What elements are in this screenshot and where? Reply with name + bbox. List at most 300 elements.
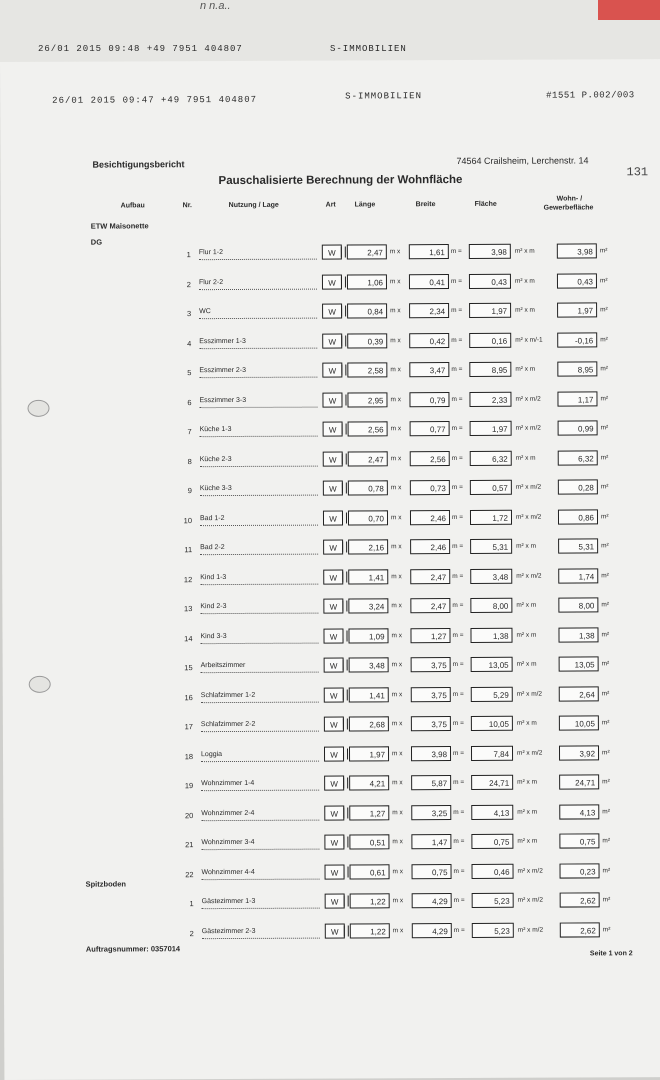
col-header-breite: Breite xyxy=(415,201,436,209)
col-header-wohn-line2: Gewerbefläche xyxy=(543,204,594,212)
row-number: 20 xyxy=(184,810,194,820)
row-number: 10 xyxy=(183,515,193,525)
room-name: Schlafzimmer 2-2 xyxy=(201,721,319,733)
table-row xyxy=(3,745,660,768)
row-number: 6 xyxy=(187,397,192,407)
area-field: 1,72 xyxy=(470,509,512,524)
living-area-field: 4,13 xyxy=(559,804,599,819)
area-field: 0,57 xyxy=(470,480,512,495)
table-row xyxy=(2,597,660,620)
unit-meq: m = xyxy=(451,424,463,433)
unit-m2: m² xyxy=(602,896,611,904)
property-address: 74564 Crailsheim, Lerchenstr. 14 xyxy=(456,155,589,167)
living-area-field: 2,62 xyxy=(560,892,600,907)
room-name: Kind 3-3 xyxy=(200,632,318,644)
width-field: 0,41 xyxy=(409,274,449,289)
area-field: 8,00 xyxy=(470,598,512,613)
factor-label: m² x m/2 xyxy=(516,690,543,698)
table-row xyxy=(1,243,660,266)
unit-m2: m² xyxy=(602,837,611,845)
unit-mx: m x xyxy=(390,366,401,374)
area-field: 2,33 xyxy=(469,391,511,406)
living-area-field: 10,05 xyxy=(559,715,599,730)
handwritten-scribble: n n.a.. xyxy=(200,0,231,12)
length-field: 0,39 xyxy=(347,333,387,348)
area-field: 3,98 xyxy=(469,244,511,259)
length-field: 1,41 xyxy=(349,687,389,702)
table-row xyxy=(2,479,660,502)
room-name: Gästezimmer 2-3 xyxy=(202,927,320,939)
room-name: Wohnzimmer 2-4 xyxy=(201,809,319,821)
living-area-field: 0,99 xyxy=(558,420,598,435)
room-name: WC xyxy=(199,308,317,320)
unit-mx: m x xyxy=(390,454,402,462)
area-field: 8,95 xyxy=(469,362,511,377)
factor-label: m² x m/2 xyxy=(516,572,542,580)
room-name: Schlafzimmer 1-2 xyxy=(201,691,319,703)
room-name: Wohnzimmer 4-4 xyxy=(202,868,320,880)
art-field: W xyxy=(322,363,342,378)
unit-meq: m = xyxy=(451,513,464,521)
length-field: 1,09 xyxy=(348,628,388,643)
factor-label: m² x m xyxy=(516,601,537,609)
living-area-field: 3,98 xyxy=(557,243,597,258)
length-field: 0,78 xyxy=(348,480,388,495)
page-indicator: Seite 1 von 2 xyxy=(589,950,633,958)
living-area-field: 3,92 xyxy=(559,745,599,760)
factor-label: m² x m/-1 xyxy=(515,336,543,344)
unit-mx: m x xyxy=(391,661,403,669)
art-field: W xyxy=(325,864,345,879)
unit-mx: m x xyxy=(392,808,403,816)
area-field: 4,13 xyxy=(471,804,513,819)
unit-m2: m² xyxy=(600,365,608,373)
unit-mx: m x xyxy=(390,513,402,521)
art-field: W xyxy=(323,451,343,466)
factor-label: m² x m/2 xyxy=(517,749,543,757)
unit-m2: m² xyxy=(601,630,610,638)
row-number: 13 xyxy=(184,604,193,614)
art-field: W xyxy=(322,245,342,260)
width-field: 2,46 xyxy=(410,510,450,525)
page-title: Pauschalisierte Berechnung der Wohnfläche xyxy=(218,173,463,188)
unit-meq: m = xyxy=(451,483,463,492)
unit-m2: m² xyxy=(602,748,610,756)
table-row xyxy=(3,656,660,679)
table-row xyxy=(2,420,660,443)
fax-header-line: 26/01 2015 09:47 +49 7951 404807 xyxy=(52,94,258,106)
art-field: W xyxy=(322,304,342,319)
unit-mx: m x xyxy=(391,602,402,610)
unit-m2: m² xyxy=(601,660,610,668)
unit-mx: m x xyxy=(389,248,401,256)
col-header-aufbau: Aufbau xyxy=(120,202,145,210)
factor-label: m² x m xyxy=(516,719,537,727)
living-area-field: 1,38 xyxy=(558,627,598,642)
area-field: 0,46 xyxy=(472,863,514,878)
room-name: Küche 1-3 xyxy=(200,426,318,438)
unit-mx: m x xyxy=(391,631,403,639)
living-area-field: 0,43 xyxy=(557,273,597,288)
living-area-field: 0,75 xyxy=(559,833,599,848)
art-field: W xyxy=(324,687,344,702)
unit-meq: m = xyxy=(452,572,464,580)
under-fax-line: 26/01 2015 09:48 +49 7951 404807 xyxy=(38,44,243,54)
room-name: Esszimmer 2-3 xyxy=(199,367,317,379)
table-row xyxy=(3,774,660,797)
length-field: 1,27 xyxy=(349,805,389,820)
unit-m2: m² xyxy=(600,483,609,491)
living-area-field: 2,64 xyxy=(559,686,599,701)
unit-meq: m = xyxy=(452,542,464,551)
length-field: 2,68 xyxy=(349,716,389,731)
handwritten-side-number: 131 xyxy=(626,165,649,180)
room-name: Wohnzimmer 3-4 xyxy=(201,839,319,851)
unit-m2: m² xyxy=(600,394,609,402)
unit-meq: m = xyxy=(453,867,465,875)
factor-label: m² x m xyxy=(516,542,536,550)
living-area-field: 13,05 xyxy=(559,656,599,671)
table-row xyxy=(4,892,660,915)
width-field: 1,27 xyxy=(410,628,450,643)
width-field: 3,98 xyxy=(411,746,451,761)
room-name: Wohnzimmer 1-4 xyxy=(201,780,319,792)
factor-label: m² x m xyxy=(517,837,538,845)
living-area-field: 1,97 xyxy=(557,302,597,317)
unit-meq: m = xyxy=(451,336,463,344)
width-field: 4,29 xyxy=(412,923,452,938)
unit-mx: m x xyxy=(392,749,403,757)
row-number: 5 xyxy=(187,368,192,378)
width-field: 0,77 xyxy=(410,421,450,436)
width-field: 3,75 xyxy=(411,716,451,731)
length-field: 0,70 xyxy=(348,510,388,525)
living-area-field: -0,16 xyxy=(557,332,597,347)
area-field: 5,23 xyxy=(472,893,514,908)
art-field: W xyxy=(322,333,342,348)
table-row xyxy=(4,922,660,945)
unit-mx: m x xyxy=(391,720,403,728)
room-name: Esszimmer 1-3 xyxy=(199,337,317,349)
table-row xyxy=(2,568,660,591)
art-field: W xyxy=(323,628,343,643)
unit-m2: m² xyxy=(602,925,611,933)
table-row xyxy=(2,538,660,561)
living-area-field: 5,31 xyxy=(558,538,598,553)
art-field: W xyxy=(323,569,343,584)
unit-meq: m = xyxy=(452,601,464,610)
living-area-field: 2,62 xyxy=(560,922,600,937)
table-row xyxy=(2,627,660,650)
unit-m2: m² xyxy=(601,689,610,697)
col-header-wohn-line1: Wohn- / xyxy=(556,195,583,203)
unit-meq: m = xyxy=(453,926,465,934)
length-field: 2,47 xyxy=(348,451,388,466)
room-name: Flur 2-2 xyxy=(199,278,317,290)
length-field: 1,41 xyxy=(348,569,388,584)
row-number: 1 xyxy=(186,250,191,260)
width-field: 2,47 xyxy=(410,598,450,613)
col-header-laenge: Länge xyxy=(354,201,376,209)
art-field: W xyxy=(325,894,345,909)
width-field: 0,42 xyxy=(409,333,449,348)
unit-mx: m x xyxy=(391,690,403,698)
art-field: W xyxy=(322,274,342,289)
unit-m2: m² xyxy=(599,247,608,255)
punch-hole-mark-bottom xyxy=(29,676,51,693)
unit-m2: m² xyxy=(599,276,608,284)
width-field: 4,29 xyxy=(412,893,452,908)
unit-m2: m² xyxy=(600,453,609,461)
unit-meq: m = xyxy=(451,395,463,403)
unit-m2: m² xyxy=(601,719,610,727)
room-name: Loggia xyxy=(201,750,319,762)
width-field: 3,75 xyxy=(411,687,451,702)
table-row xyxy=(3,686,660,709)
width-field: 5,87 xyxy=(411,775,451,790)
length-field: 0,84 xyxy=(347,303,387,318)
factor-label: m² x m xyxy=(514,277,535,285)
area-field: 0,16 xyxy=(469,332,511,347)
factor-label: m² x m/2 xyxy=(515,483,542,491)
factor-label: m² x m/2 xyxy=(517,867,543,875)
area-field: 7,84 xyxy=(471,745,513,760)
row-number: 16 xyxy=(184,692,193,702)
unit-m2: m² xyxy=(600,306,608,314)
length-field: 2,16 xyxy=(348,539,388,554)
unit-mx: m x xyxy=(390,395,401,403)
table-row xyxy=(3,833,660,856)
row-number: 14 xyxy=(184,633,193,643)
area-field: 5,31 xyxy=(470,539,512,554)
unit-m2: m² xyxy=(600,335,608,343)
width-field: 2,34 xyxy=(409,303,449,318)
factor-label: m² x m/2 xyxy=(517,926,544,934)
living-area-field: 0,86 xyxy=(558,509,598,524)
area-field: 10,05 xyxy=(471,716,513,731)
row-number: 19 xyxy=(184,781,194,791)
unit-meq: m = xyxy=(453,808,465,816)
table-row xyxy=(1,391,660,414)
length-field: 2,47 xyxy=(347,244,387,259)
room-name: Bad 1-2 xyxy=(200,514,318,526)
width-field: 3,47 xyxy=(409,362,449,377)
area-field: 0,75 xyxy=(471,834,513,849)
factor-label: m² x m xyxy=(514,247,535,255)
art-field: W xyxy=(322,392,342,407)
table-row xyxy=(2,450,660,473)
table-row xyxy=(3,804,660,827)
row-number: 22 xyxy=(185,869,194,879)
living-area-field: 6,32 xyxy=(558,450,598,465)
room-name: Küche 3-3 xyxy=(200,485,318,497)
row-number: 3 xyxy=(186,309,192,319)
length-field: 1,06 xyxy=(347,274,387,289)
section-dg: DG xyxy=(90,237,103,247)
unit-mx: m x xyxy=(390,484,402,492)
living-area-field: 8,95 xyxy=(557,361,597,376)
length-field: 1,22 xyxy=(350,893,390,908)
factor-label: m² x m xyxy=(515,454,536,462)
area-field: 1,97 xyxy=(470,421,512,436)
row-number: 21 xyxy=(185,840,194,850)
width-field: 0,73 xyxy=(410,480,450,495)
room-name: Esszimmer 3-3 xyxy=(199,396,317,408)
fax-page-ref: #1551 P.002/003 xyxy=(546,90,635,101)
art-field: W xyxy=(324,717,344,732)
area-field: 1,38 xyxy=(470,627,512,642)
unit-m2: m² xyxy=(602,778,610,786)
unit-mx: m x xyxy=(392,838,403,846)
factor-label: m² x m xyxy=(516,660,537,668)
width-field: 1,47 xyxy=(411,834,451,849)
art-field: W xyxy=(324,658,344,673)
art-field: W xyxy=(324,805,344,820)
factor-label: m² x m xyxy=(515,365,536,373)
room-name: Gästezimmer 1-3 xyxy=(202,898,320,910)
art-field: W xyxy=(323,422,343,437)
row-number: 11 xyxy=(184,545,193,555)
factor-label: m² x m xyxy=(516,631,537,639)
length-field: 2,95 xyxy=(347,392,387,407)
unit-meq: m = xyxy=(453,837,465,846)
length-field: 0,61 xyxy=(350,864,390,879)
red-folder-corner xyxy=(598,0,660,20)
width-field: 2,46 xyxy=(410,539,450,554)
living-area-field: 1,17 xyxy=(557,391,597,406)
length-field: 3,24 xyxy=(348,598,388,613)
unit-meq: m = xyxy=(452,719,464,728)
art-field: W xyxy=(324,776,344,791)
row-number: 7 xyxy=(187,427,192,437)
unit-meq: m = xyxy=(453,778,465,787)
factor-label: m² x m/2 xyxy=(517,896,543,904)
room-name: Kind 2-3 xyxy=(200,603,318,615)
punch-hole-mark-top xyxy=(27,400,49,417)
order-number: Auftragsnummer: 0357014 xyxy=(85,944,181,954)
unit-meq: m = xyxy=(451,365,463,374)
width-field: 1,61 xyxy=(409,244,449,259)
length-field: 4,21 xyxy=(349,775,389,790)
art-field: W xyxy=(324,746,344,761)
under-sender: S-IMMOBILIEN xyxy=(330,44,407,54)
unit-m2: m² xyxy=(600,424,609,432)
unit-mx: m x xyxy=(392,897,404,905)
row-number: 4 xyxy=(187,338,192,348)
section-spitzboden: Spitzboden xyxy=(85,879,127,889)
factor-label: m² x m xyxy=(517,778,538,786)
area-field: 24,71 xyxy=(471,775,513,790)
unit-mx: m x xyxy=(390,336,401,344)
col-header-nr: Nr. xyxy=(182,202,192,210)
art-field: W xyxy=(323,481,343,496)
art-field: W xyxy=(323,510,343,525)
living-area-field: 8,00 xyxy=(558,597,598,612)
col-header-flaeche: Fläche xyxy=(474,200,497,208)
factor-label: m² x m/2 xyxy=(515,513,542,521)
table-row xyxy=(4,863,660,889)
fax-sender: S-IMMOBILIEN xyxy=(345,91,422,102)
row-number: 8 xyxy=(187,456,192,466)
row-number: 2 xyxy=(186,279,191,289)
factor-label: m² x m/2 xyxy=(515,424,541,432)
living-area-field: 0,28 xyxy=(558,479,598,494)
width-field: 3,75 xyxy=(411,657,451,672)
table-row xyxy=(2,509,660,532)
unit-mx: m x xyxy=(390,425,402,433)
length-field: 1,97 xyxy=(349,746,389,761)
unit-mx: m x xyxy=(392,867,404,875)
room-name: Kind 1-3 xyxy=(200,573,318,585)
living-area-field: 0,23 xyxy=(560,863,600,878)
unit-meq: m = xyxy=(452,660,464,669)
area-field: 5,29 xyxy=(471,686,513,701)
table-row xyxy=(1,332,660,355)
unit-m2: m² xyxy=(601,571,609,579)
unit-mx: m x xyxy=(392,926,404,934)
factor-label: m² x m xyxy=(515,306,535,314)
document-page xyxy=(0,59,660,1080)
unit-mx: m x xyxy=(390,307,401,315)
width-field: 2,47 xyxy=(410,569,450,584)
unit-meq: m = xyxy=(451,306,463,315)
row-number: 15 xyxy=(184,663,193,673)
length-field: 1,22 xyxy=(350,923,390,938)
area-field: 1,97 xyxy=(469,303,511,318)
room-name: Flur 1-2 xyxy=(199,249,317,261)
unit-m2: m² xyxy=(602,866,611,874)
unit-mx: m x xyxy=(392,779,403,787)
length-field: 2,56 xyxy=(348,421,388,436)
art-field: W xyxy=(324,835,344,850)
row-number: 1 xyxy=(189,899,194,909)
unit-mx: m x xyxy=(389,277,401,285)
col-header-art: Art xyxy=(325,201,336,209)
area-field: 3,48 xyxy=(470,568,512,583)
room-name: Küche 2-3 xyxy=(200,455,318,467)
area-field: 13,05 xyxy=(471,657,513,672)
document-label: Besichtigungsbericht xyxy=(92,159,185,170)
table-row xyxy=(1,361,660,384)
row-number: 12 xyxy=(183,574,193,584)
unit-meq: m = xyxy=(450,277,463,285)
unit-meq: m = xyxy=(452,690,464,698)
row-number: 2 xyxy=(189,928,194,938)
unit-meq: m = xyxy=(452,631,464,639)
unit-meq: m = xyxy=(451,454,463,462)
width-field: 2,56 xyxy=(410,451,450,466)
unit-meq: m = xyxy=(450,247,462,256)
area-field: 6,32 xyxy=(470,450,512,465)
unit-m2: m² xyxy=(602,807,610,815)
factor-label: m² x m/2 xyxy=(515,395,541,403)
row-number: 9 xyxy=(187,486,192,496)
unit-m2: m² xyxy=(600,512,609,520)
length-field: 2,58 xyxy=(347,362,387,377)
table-row xyxy=(1,273,660,296)
art-field: W xyxy=(323,599,343,614)
unit-m2: m² xyxy=(601,542,609,550)
room-name: Bad 2-2 xyxy=(200,544,318,556)
row-number: 17 xyxy=(184,722,193,732)
unit-meq: m = xyxy=(453,749,465,757)
row-number: 18 xyxy=(184,751,194,761)
living-area-field: 24,71 xyxy=(559,774,599,789)
room-name: Arbeitszimmer xyxy=(201,662,319,674)
unit-m2: m² xyxy=(601,601,609,609)
section-etw: ETW Maisonette xyxy=(90,221,149,231)
art-field: W xyxy=(323,540,343,555)
